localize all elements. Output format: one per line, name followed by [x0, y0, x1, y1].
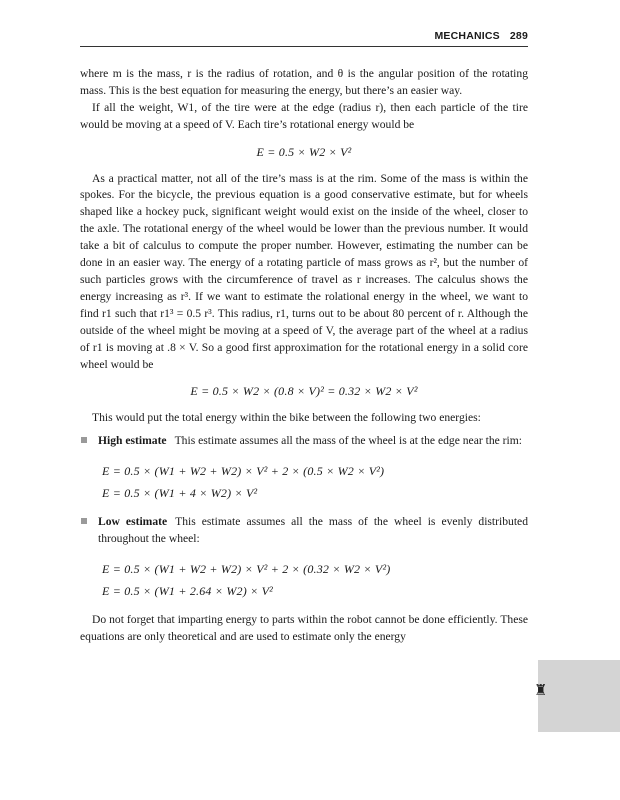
bullet-square-icon	[81, 437, 87, 443]
bullet-title: Low estimate	[98, 515, 168, 529]
paragraph-3: As a practical matter, not all of the tire’s mass is at the rim. Some of the mass is within the spokes. For the bicycle, the previous equation is a good conservative estimate, but for wheels shaped like a hockey puck, significant weight would exist on the inside of the wheel, closer to the axle. The rotational energy of the wheel would be lower than the previous number. It would take a bit of calculus to compute the proper number. However, estimating the number can be done in an easier way. The energy of a rotating particle of mass grows as r², but the number of such particles grows with the circumference of travel as r increases. The calculus shows the energy increasing as r³. If we want to estimate the rolational energy in the wheel, we want to find r1 such that r1³ = 0.5 r³. This radius, r1, turns out to be about 80 percent of r. Although the outside of the wheel might be moving at a speed of V, the average part of the wheel at a radius of r1 is moving at .8 × V. So a good first approximation for the rotational energy in a solid core wheel would be	[80, 171, 528, 371]
bullet-text: This estimate assumes all the mass of the wheel is evenly distributed throughout the wheel:	[98, 515, 528, 546]
bullet-square-icon	[81, 518, 87, 524]
paragraph-4: This would put the total energy within the bike between the following two energies:	[92, 411, 481, 425]
equation-1: E = 0.5 × W2 × V²	[256, 144, 352, 159]
body-text	[80, 66, 528, 646]
equation-low-a: E = 0.5 × (W1 + W2 + W2) × V² + 2 × (0.32 × W2 × V²)	[102, 561, 391, 576]
paragraph-1: where m is the mass, r is the radius of rotation, and θ is the angular position of the rotating mass. This is the best equation for measuring the energy, but there’s an easier way.	[80, 67, 528, 97]
running-header	[80, 30, 528, 42]
paragraph-2: If all the weight, W1, of the tire were at the edge (radius r), then each particle of the tire would be moving at a speed of V. Each tire’s rotational energy would be	[80, 100, 528, 131]
equation-high-b: E = 0.5 × (W1 + 4 × W2) × V²	[102, 486, 258, 501]
equation-low-b: E = 0.5 × (W1 + 2.64 × W2) × V²	[102, 583, 273, 598]
bullet-low-estimate	[80, 514, 528, 548]
equation-high-a: E = 0.5 × (W1 + W2 + W2) × V² + 2 × (0.5 × W2 × V²)	[102, 464, 385, 479]
paragraph-5: Do not forget that imparting energy to parts within the robot cannot be done efficiently. These equations are only theoretical and are used to estimate only the energy	[80, 612, 528, 643]
page-number: 289	[509, 30, 528, 42]
chapter-thumb-tab	[538, 660, 620, 732]
equation-2: E = 0.5 × W2 × (0.8 × V)² = 0.32 × W2 × V²	[190, 384, 418, 399]
robot-figure-icon: ♜	[534, 681, 548, 699]
bullet-high-estimate	[80, 433, 528, 450]
header-rule	[80, 46, 528, 47]
bullet-text: This estimate assumes all the mass of the wheel is at the edge near the rim:	[174, 434, 522, 448]
bullet-title: High estimate	[98, 434, 167, 448]
section-title: MECHANICS	[434, 30, 500, 42]
